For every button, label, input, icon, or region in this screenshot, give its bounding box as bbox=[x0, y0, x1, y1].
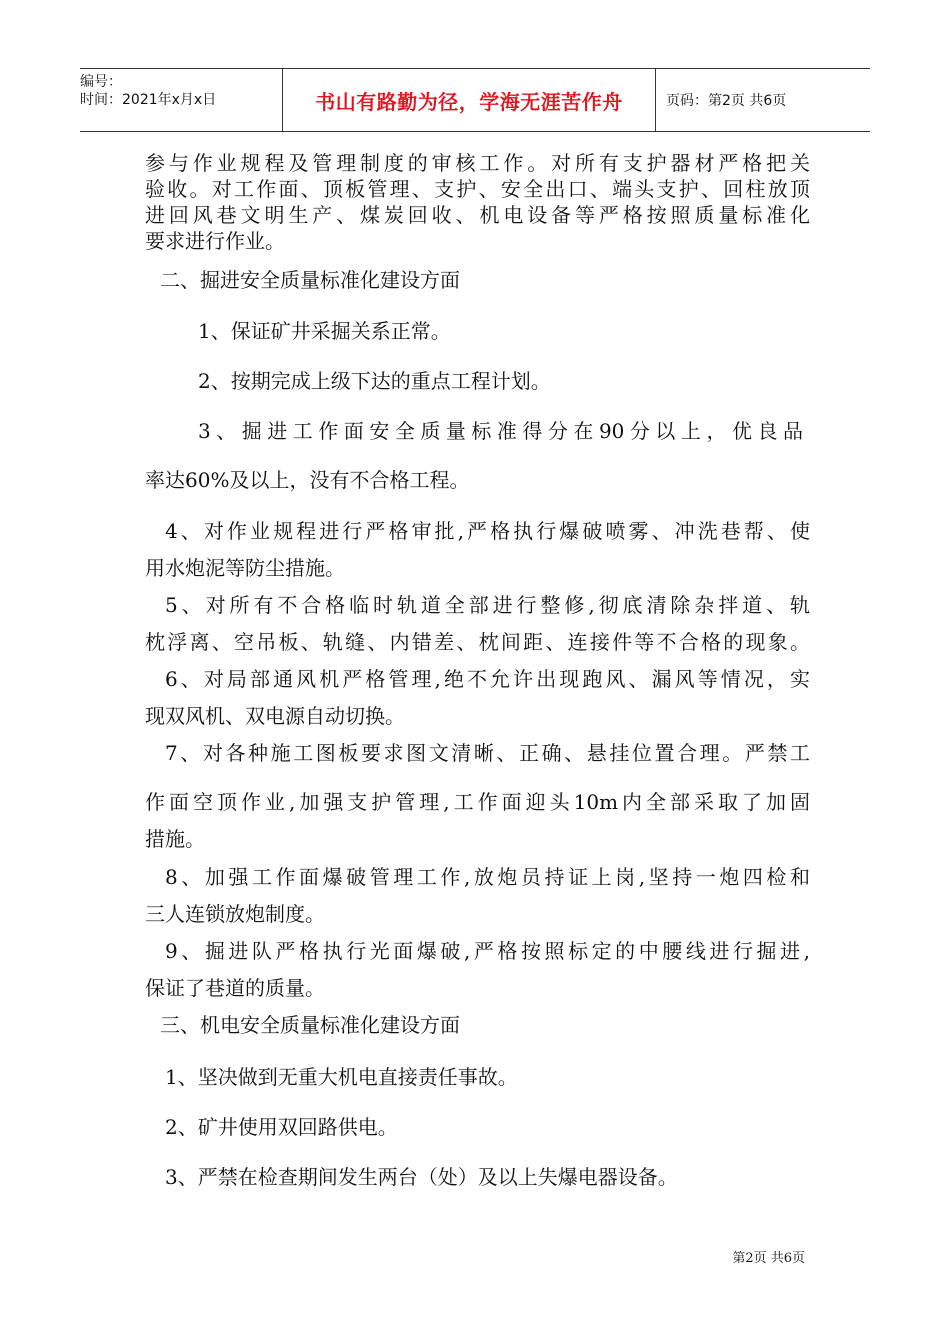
list-item: 3、严禁在检查期间发生两台（处）及以上失爆电器设备。 bbox=[165, 1165, 678, 1189]
paragraph-line: 验收。对工作面、顶板管理、支护、安全出口、端头支护、回柱放顶 bbox=[145, 177, 810, 201]
paragraph-line: 保证了巷道的质量。 bbox=[145, 976, 325, 1000]
paragraph-line: 进回风巷文明生产、煤炭回收、机电设备等严格按照质量标准化 bbox=[145, 203, 810, 227]
section-heading: 三、机电安全质量标准化建设方面 bbox=[160, 1013, 460, 1037]
list-item: 4、对作业规程进行严格审批,严格执行爆破喷雾、冲洗巷帮、使 bbox=[165, 519, 810, 543]
header-motto-cell bbox=[282, 69, 656, 131]
list-item: 8、加强工作面爆破管理工作,放炮员持证上岗,坚持一炮四检和 bbox=[165, 865, 810, 889]
document-number: 编号： bbox=[80, 74, 122, 90]
list-item: 1、坚决做到无重大机电直接责任事故。 bbox=[165, 1065, 518, 1089]
list-item: 7、对各种施工图板要求图文清晰、正确、悬挂位置合理。严禁工 bbox=[165, 741, 810, 765]
section-heading: 二、掘进安全质量标准化建设方面 bbox=[160, 268, 460, 292]
paragraph-line: 现双风机、双电源自动切换。 bbox=[145, 704, 405, 728]
paragraph-line: 用水炮泥等防尘措施。 bbox=[145, 556, 345, 580]
paragraph-line: 率达60%及以上，没有不合格工程。 bbox=[145, 468, 470, 492]
paragraph-line: 参与作业规程及管理制度的审核工作。对所有支护器材严格把关 bbox=[145, 151, 810, 175]
header-motto: 书山有路勤为径，学海无涯苦作舟 bbox=[315, 89, 623, 114]
paragraph-line: 要求进行作业。 bbox=[145, 229, 285, 253]
document-time: 时间：2021年x月x日 bbox=[80, 92, 217, 108]
paragraph-line: 三人连锁放炮制度。 bbox=[145, 902, 325, 926]
page-header bbox=[80, 68, 870, 132]
list-item: 6、对局部通风机严格管理,绝不允许出现跑风、漏风等情况，实 bbox=[165, 667, 810, 691]
paragraph-line: 措施。 bbox=[145, 827, 205, 851]
paragraph-line: 作面空顶作业,加强支护管理,工作面迎头10m内全部采取了加固 bbox=[145, 790, 810, 814]
header-meta bbox=[80, 69, 282, 135]
list-item: 3、掘进工作面安全质量标准得分在90分以上，优良品 bbox=[198, 419, 803, 443]
header-page-number: 页码：第2页 共6页 bbox=[666, 93, 787, 109]
footer-page-number: 第2页 共6页 bbox=[732, 1251, 805, 1266]
list-item: 2、矿井使用双回路供电。 bbox=[165, 1115, 398, 1139]
list-item: 5、对所有不合格临时轨道全部进行整修,彻底清除杂拌道、轨 bbox=[165, 593, 810, 617]
list-item: 1、保证矿井采掘关系正常。 bbox=[198, 319, 451, 343]
list-item: 2、按期完成上级下达的重点工程计划。 bbox=[198, 369, 551, 393]
list-item: 9、掘进队严格执行光面爆破,严格按照标定的中腰线进行掘进, bbox=[165, 939, 810, 963]
paragraph-line: 枕浮离、空吊板、轨缝、内错差、枕间距、连接件等不合格的现象。 bbox=[145, 630, 810, 654]
